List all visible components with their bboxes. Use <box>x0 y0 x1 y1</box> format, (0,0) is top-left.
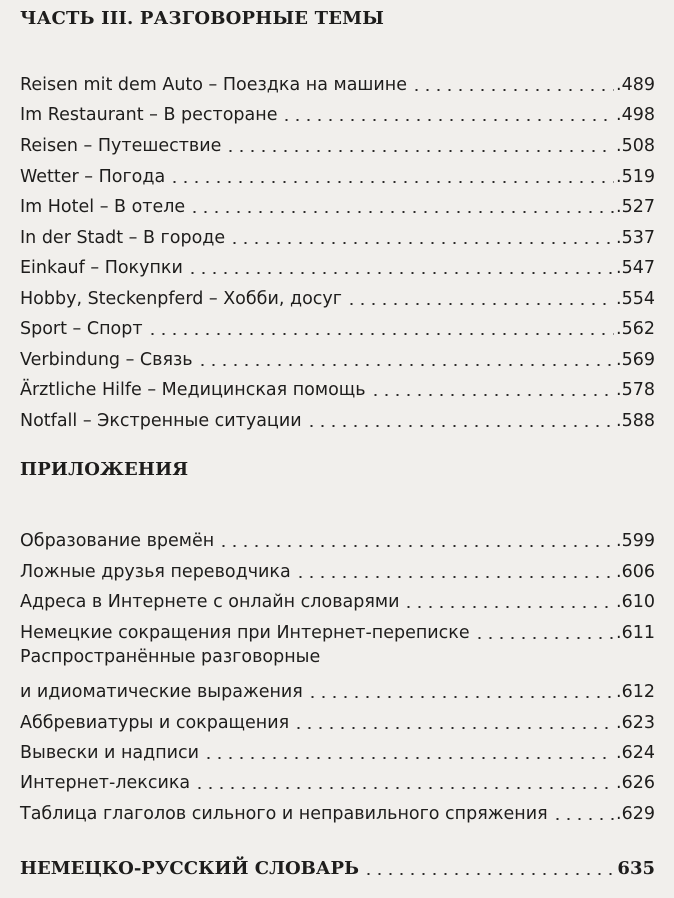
toc-entry <box>20 704 655 734</box>
entry-title: Wetter – Погода <box>20 167 166 187</box>
dot-leader <box>225 150 614 152</box>
toc-entry <box>20 249 655 279</box>
page-number: .569 <box>616 350 655 370</box>
toc-entry <box>20 219 655 249</box>
toc-entry <box>20 371 655 401</box>
entry-title: Verbindung – Связь <box>20 350 193 370</box>
page-number: .554 <box>616 289 655 309</box>
entry-title: Адреса в Интернете с онлайн словарями <box>20 592 400 612</box>
dot-leader <box>306 425 614 427</box>
page-number: .611 <box>616 623 655 643</box>
entry-title: Интернет-лексика <box>20 773 191 793</box>
toc-entry <box>20 734 655 764</box>
page-number: .626 <box>616 773 655 793</box>
page-number: .508 <box>616 136 655 156</box>
dot-leader <box>346 303 614 305</box>
dot-leader <box>552 818 614 820</box>
toc-entry <box>20 522 655 552</box>
toc-entry <box>20 402 655 432</box>
toc-entry <box>20 188 655 218</box>
section-title-part3: ЧАСТЬ III. РАЗГОВОРНЫЕ ТЕМЫ <box>20 8 385 29</box>
toc-entry <box>20 127 655 157</box>
entry-title: In der Stadt – В городе <box>20 228 226 248</box>
page-number: 635 <box>617 858 655 879</box>
page-number: .623 <box>616 713 655 733</box>
toc-entry <box>20 310 655 340</box>
entry-title: Образование времён <box>20 531 215 551</box>
entry-title: Вывески и надписи <box>20 743 200 763</box>
toc-entry <box>20 583 655 613</box>
toc-entry <box>20 764 655 794</box>
toc-entry-dictionary <box>20 850 655 880</box>
toc-entry <box>20 795 655 825</box>
entry-title: Reisen mit dem Auto – Поездка на машине <box>20 75 408 95</box>
dot-leader <box>197 364 614 366</box>
dot-leader <box>370 394 614 396</box>
dot-leader <box>229 242 614 244</box>
dot-leader <box>474 637 614 639</box>
dot-leader <box>295 576 614 578</box>
entry-title: Таблица глаголов сильного и неправильного спряжения <box>20 804 548 824</box>
entry-title: Ложные друзья переводчика <box>20 562 291 582</box>
dot-leader <box>281 119 614 121</box>
dot-leader <box>189 211 614 213</box>
page-number: .537 <box>616 228 655 248</box>
toc-entry <box>20 66 655 96</box>
page-number: .610 <box>616 592 655 612</box>
dot-leader <box>218 545 614 547</box>
page-number: .606 <box>616 562 655 582</box>
entry-title: Немецкие сокращения при Интернет-переписке <box>20 623 470 643</box>
entry-title-line1: Распространённые разговорные <box>20 647 321 667</box>
toc-entry <box>20 280 655 310</box>
entry-title: НЕМЕЦКО-РУССКИЙ СЛОВАРЬ <box>20 858 359 879</box>
dot-leader <box>194 787 614 789</box>
page-number: .599 <box>616 531 655 551</box>
page-number: .527 <box>616 197 655 217</box>
page-number: .624 <box>616 743 655 763</box>
entry-title: и идиоматические выражения <box>20 682 303 702</box>
entry-title: Im Hotel – В отеле <box>20 197 186 217</box>
entry-title: Reisen – Путешествие <box>20 136 222 156</box>
toc-entry <box>20 341 655 371</box>
dot-leader <box>203 757 614 759</box>
entry-title: Hobby, Steckenpferd – Хобби, досуг <box>20 289 342 309</box>
dot-leader <box>293 727 614 729</box>
page-number: .588 <box>616 411 655 431</box>
dot-leader <box>363 873 615 875</box>
dot-leader <box>307 696 614 698</box>
section-title-appendix: ПРИЛОЖЕНИЯ <box>20 459 189 480</box>
dot-leader <box>187 272 614 274</box>
page-number: .578 <box>616 380 655 400</box>
dot-leader <box>147 333 615 335</box>
toc-entry <box>20 553 655 583</box>
entry-title: Im Restaurant – В ресторане <box>20 105 278 125</box>
entry-title: Sport – Спорт <box>20 319 143 339</box>
page-number: .629 <box>616 804 655 824</box>
page-number: .489 <box>616 75 655 95</box>
toc-entry <box>20 673 655 703</box>
toc-entry <box>20 96 655 126</box>
page-number: .562 <box>616 319 655 339</box>
entry-title: Ärztliche Hilfe – Медицинская помощь <box>20 380 366 400</box>
toc-entry <box>20 158 655 188</box>
entry-title: Notfall – Экстренные ситуации <box>20 411 302 431</box>
page-number: .519 <box>616 167 655 187</box>
page-number: .547 <box>616 258 655 278</box>
dot-leader <box>169 181 614 183</box>
page-number: .612 <box>616 682 655 702</box>
page-number: .498 <box>616 105 655 125</box>
entry-title: Аббревиатуры и сокращения <box>20 713 290 733</box>
entry-title: Einkauf – Покупки <box>20 258 183 278</box>
dot-leader <box>403 606 614 608</box>
dot-leader <box>411 89 614 91</box>
toc-entry <box>20 614 655 644</box>
